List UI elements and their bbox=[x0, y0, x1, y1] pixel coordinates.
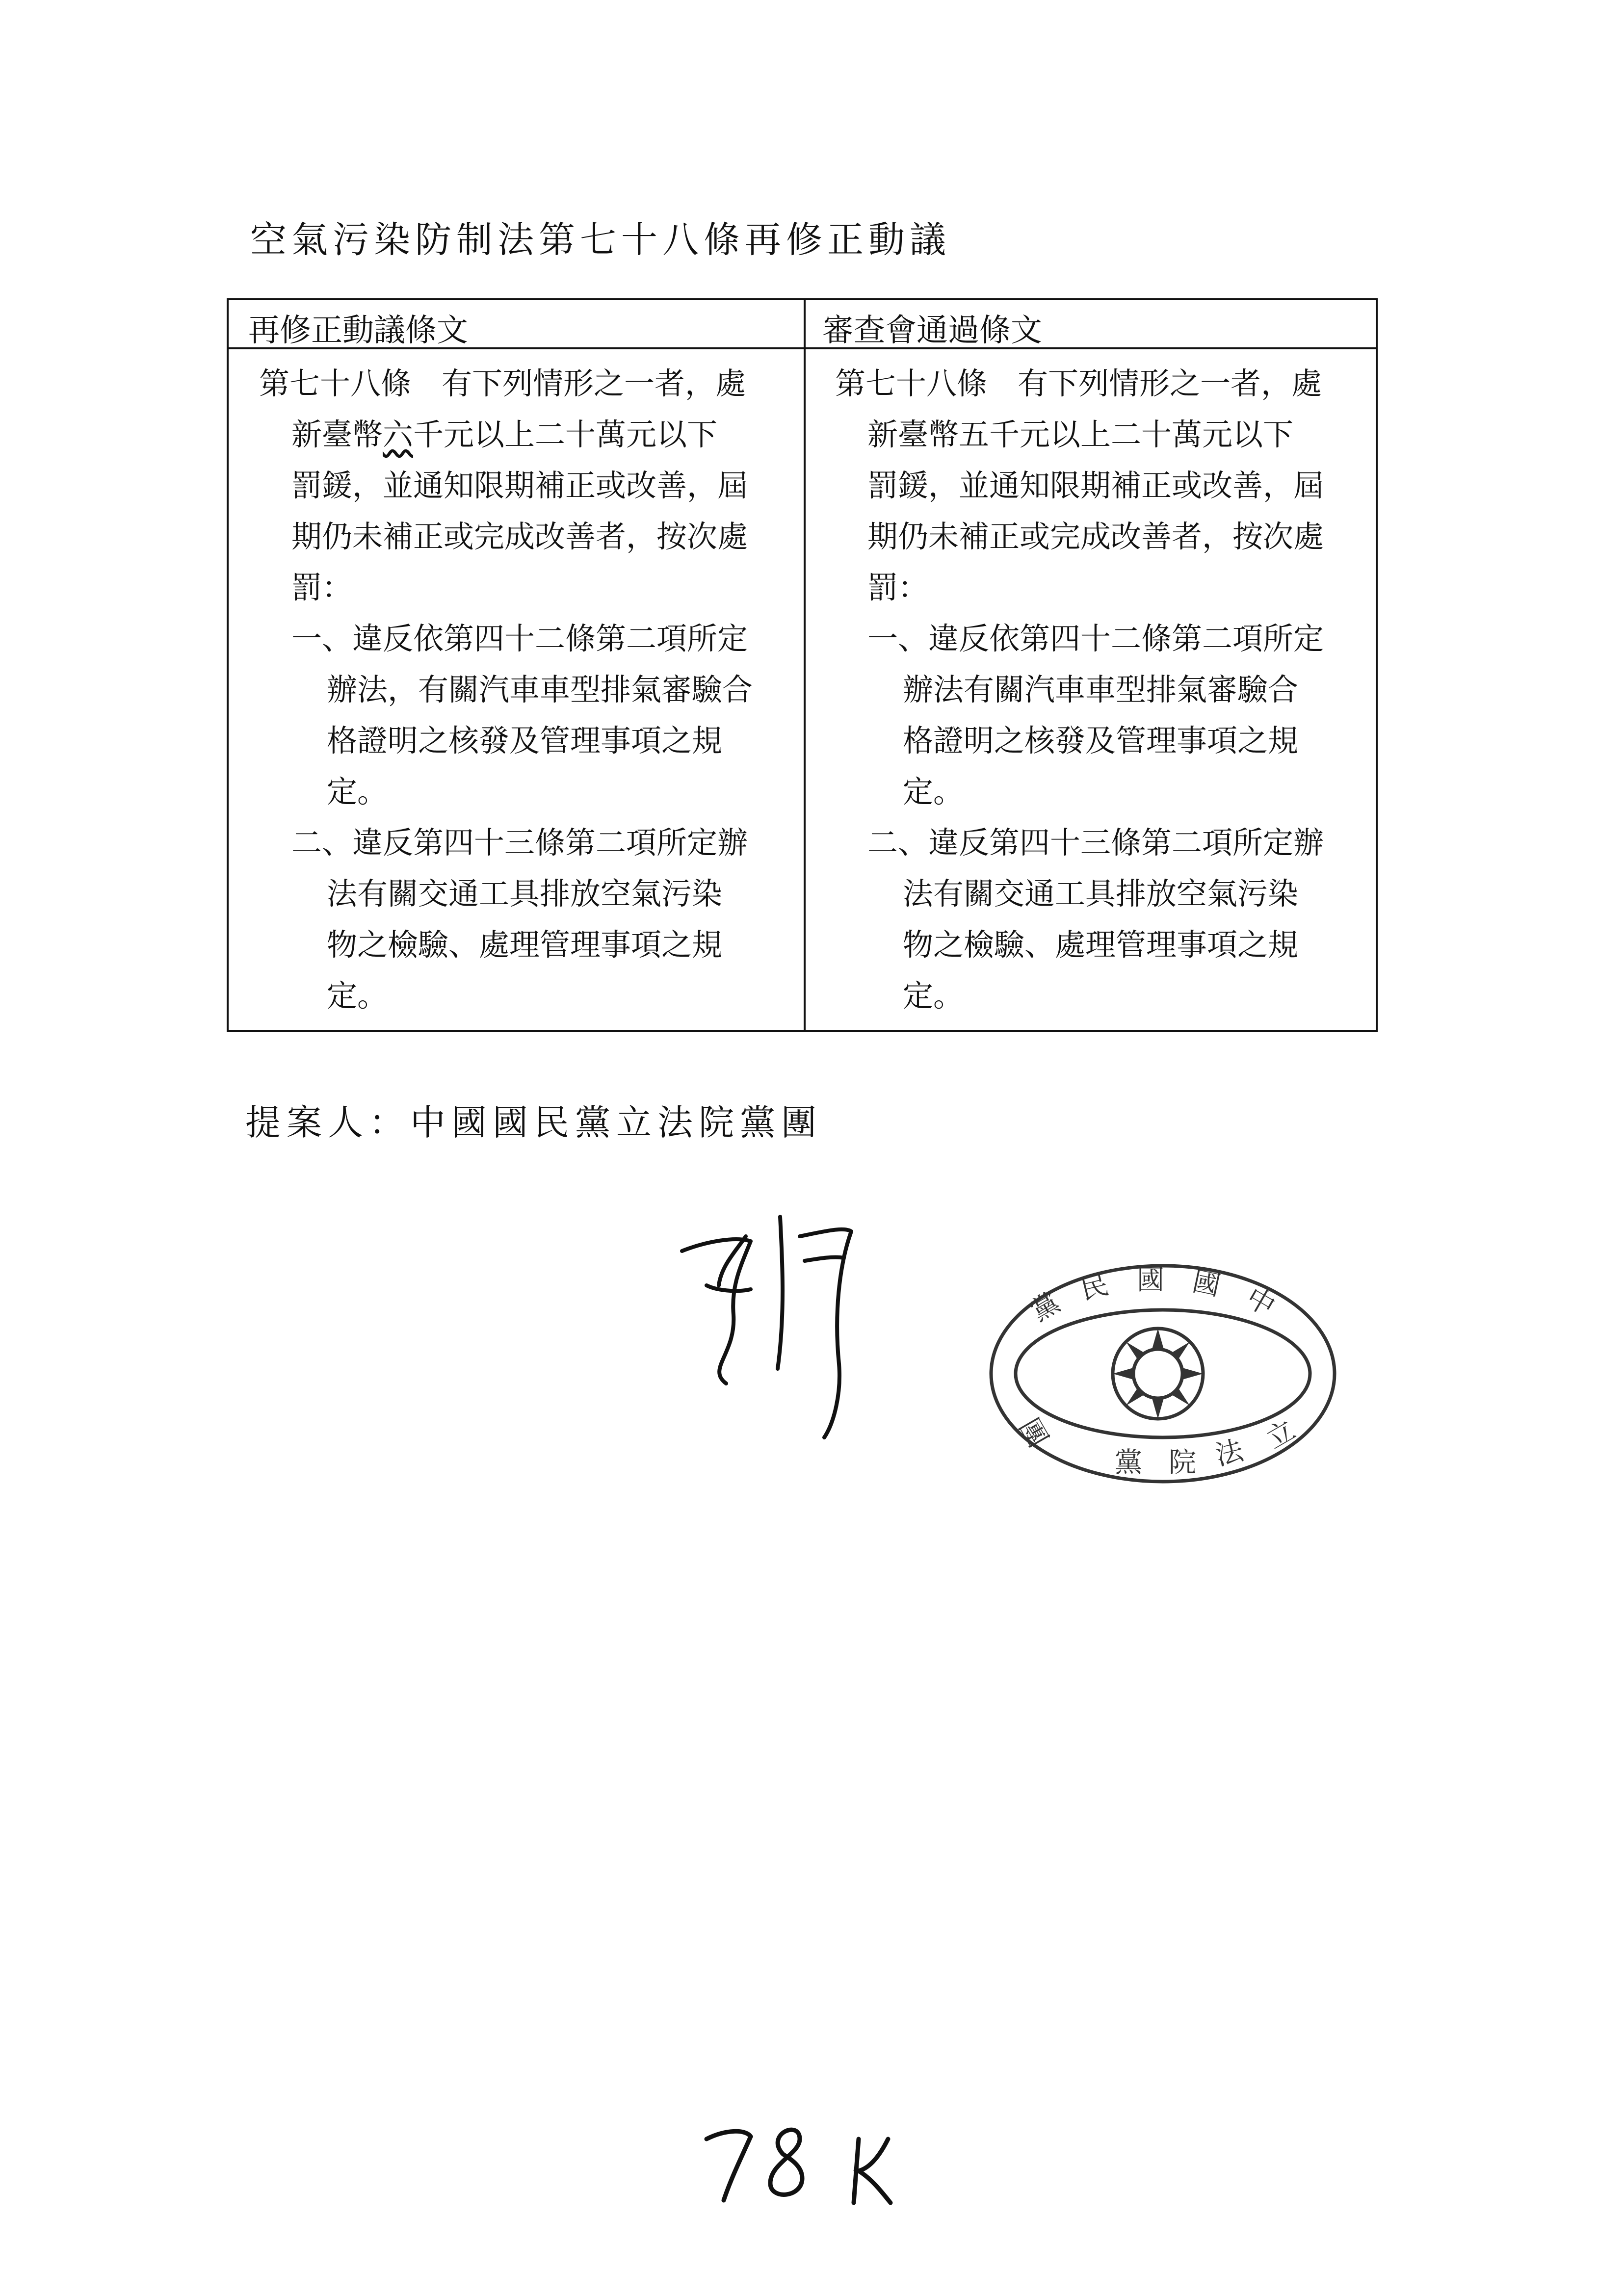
svg-text:民: 民 bbox=[1077, 1268, 1112, 1306]
revised-article-line bbox=[259, 358, 784, 409]
committee-article-line: 辦法有關汽車車型排氣審驗合 bbox=[903, 672, 1299, 707]
committee-article-line: 罰鍰，並通知限期補正或改善，屆 bbox=[867, 468, 1324, 503]
svg-text:黨: 黨 bbox=[1115, 1447, 1142, 1479]
committee-article-line: 第七十八條 有下列情形之一者，處 bbox=[835, 365, 1322, 401]
column-header-revised: 再修正動議條文 bbox=[248, 313, 468, 349]
committee-article-line: 定。 bbox=[903, 774, 964, 809]
line-text: 第七十八條 有下列情形之一者，處 bbox=[259, 365, 746, 401]
motion-table bbox=[227, 298, 1378, 1032]
line-text: 辦法，有關汽車車型排氣審驗合 bbox=[327, 672, 753, 707]
committee-article-cell bbox=[835, 358, 1360, 1021]
svg-text:立: 立 bbox=[1261, 1413, 1301, 1456]
revised-article-line bbox=[259, 970, 784, 1021]
committee-article-line: 新臺幣五千元以上二十萬元以下 bbox=[867, 417, 1294, 452]
line-text: 法有關交通工具排放空氣污染 bbox=[327, 876, 723, 912]
committee-article-line: 罰： bbox=[867, 570, 929, 605]
line-text: 千元以上二十萬元以下 bbox=[413, 417, 718, 452]
svg-text:國: 國 bbox=[1137, 1264, 1164, 1296]
line-text: 一、違反依第四十二條第二項所定 bbox=[291, 621, 748, 656]
revised-article-line bbox=[259, 817, 784, 868]
handwritten-page-mark bbox=[697, 2110, 903, 2208]
svg-text:團: 團 bbox=[1012, 1413, 1054, 1453]
svg-text:院: 院 bbox=[1169, 1447, 1196, 1479]
line-text: 期仍未補正或完成改善者，按次處 bbox=[291, 519, 748, 554]
line-text: 罰鍰，並通知限期補正或改善，屆 bbox=[291, 468, 748, 503]
revised-article-line bbox=[259, 409, 784, 460]
committee-article-line: 物之檢驗、處理管理事項之規 bbox=[903, 927, 1299, 963]
column-divider bbox=[804, 300, 806, 1030]
svg-text:黨: 黨 bbox=[1025, 1286, 1066, 1328]
committee-article-line: 定。 bbox=[903, 978, 964, 1014]
committee-article-line: 二、違反第四十三條第二項所定辦 bbox=[867, 825, 1324, 861]
line-text: 格證明之核發及管理事項之規 bbox=[327, 723, 723, 758]
party-seal-stamp bbox=[981, 1256, 1344, 1491]
revised-article-line bbox=[259, 919, 784, 970]
svg-text:法: 法 bbox=[1212, 1434, 1247, 1472]
proposer-line: 提案人：中國國民黨立法院黨團 bbox=[245, 1102, 823, 1143]
column-header-committee: 審查會通過條文 bbox=[822, 313, 1042, 349]
revised-article-line bbox=[259, 868, 784, 919]
line-text: 二、違反第四十三條第二項所定辦 bbox=[291, 825, 748, 861]
document-title: 空氣污染防制法第七十八條再修正動議 bbox=[250, 219, 951, 261]
line-text: 定。 bbox=[327, 978, 388, 1014]
revised-article-line bbox=[259, 460, 784, 511]
line-text: 物之檢驗、處理管理事項之規 bbox=[327, 927, 723, 963]
revised-article-line bbox=[259, 715, 784, 766]
committee-article-line: 格證明之核發及管理事項之規 bbox=[903, 723, 1299, 758]
committee-article-line: 期仍未補正或完成改善者，按次處 bbox=[867, 519, 1324, 554]
svg-text:中: 中 bbox=[1240, 1281, 1281, 1323]
line-text: 新臺幣 bbox=[291, 417, 383, 452]
svg-text:國: 國 bbox=[1189, 1265, 1223, 1303]
handwritten-signature bbox=[677, 1207, 913, 1462]
committee-article-line: 法有關交通工具排放空氣污染 bbox=[903, 876, 1299, 912]
revised-article-cell bbox=[259, 358, 784, 1021]
committee-article-line: 一、違反依第四十二條第二項所定 bbox=[867, 621, 1324, 656]
revised-article-line bbox=[259, 562, 784, 613]
revised-article-line bbox=[259, 613, 784, 664]
amended-amount: 六 bbox=[383, 417, 414, 452]
line-text: 定。 bbox=[327, 774, 388, 809]
revised-article-line bbox=[259, 511, 784, 562]
revised-article-line bbox=[259, 664, 784, 715]
revised-article-line bbox=[259, 766, 784, 817]
line-text: 罰： bbox=[291, 570, 353, 605]
